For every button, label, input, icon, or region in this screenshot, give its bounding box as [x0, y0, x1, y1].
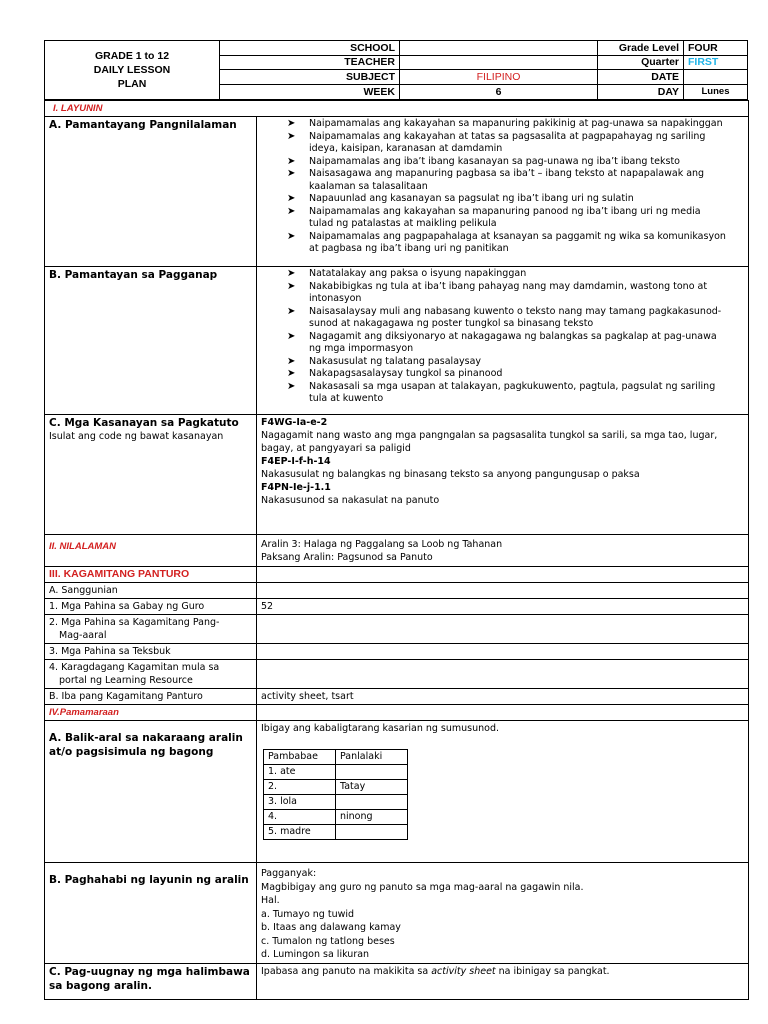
mga-kasanayan-row [45, 415, 749, 535]
list-item: ➤ Naipamamalas ang kakayahan at tatas sa pagsasalita at pagpapahayag ng sariling ideya, kaisipan, karanasan at damdamin [287, 130, 706, 154]
pag-uugnay-text-after: na ibinigay sa pangkat. [495, 965, 610, 977]
karagdagang-kagamitan-value [257, 660, 749, 689]
list-item: ➤ Nagagamit ang diksiyonaryo at nakagagawa ng balangkas sa pagkalap at pag-unawa ng mga impormasyon [287, 330, 717, 354]
karagdagang-kagamitan-label-2: portal ng Learning Resource [59, 675, 193, 686]
pamantayan-sa-pagganap-list [261, 268, 744, 406]
iba-pang-kagamitan-row [45, 689, 749, 705]
arrow-bullet-icon: ➤ [287, 380, 296, 392]
list-item: ➤ Nakapagsasalaysay tungkol sa pinanood [287, 368, 503, 379]
arrow-bullet-icon: ➤ [287, 168, 296, 179]
school-field[interactable] [400, 41, 598, 56]
balik-aral-row [45, 721, 749, 863]
list-item: ➤ Natatalakay ang paksa o isyung napakinggan [287, 268, 527, 279]
subject-label: SUBJECT [220, 70, 400, 85]
header-title-line-2: DAILY LESSON [93, 64, 171, 76]
pag-uugnay-text-before: Ipabasa ang panuto na makikita sa [261, 965, 432, 977]
competency-code-3: F4PN-Ie-j-1.1 [261, 482, 331, 493]
sanggunian-row [45, 583, 749, 599]
kagamitang-panturo-row [45, 567, 749, 583]
nilalaman-line-1: Aralin 3: Halaga ng Paggalang sa Loob ng Tahanan [261, 539, 503, 550]
arrow-bullet-icon: ➤ [287, 205, 296, 217]
arrow-bullet-icon: ➤ [287, 280, 296, 292]
table-row [264, 780, 408, 795]
section-layunin-row [45, 101, 749, 117]
list-item: ➤ Nakasasali sa mga usapan at talakayan, pagkukuwento, pagtula, pagsulat ng sariling tula at kuwento [287, 380, 716, 404]
balik-aral-title-2: at/o pagsisimula ng bagong [49, 746, 214, 758]
arrow-bullet-icon: ➤ [287, 305, 296, 317]
paghahabi-line: c. Tumalon ng tatlong beses [261, 935, 395, 947]
table-cell: Tatay [336, 780, 408, 795]
section-nilalaman-title: II. NILALAMAN [49, 541, 117, 552]
arrow-bullet-icon: ➤ [287, 268, 296, 279]
table-cell: 2. [264, 780, 336, 795]
table-row [264, 795, 408, 810]
list-item: ➤ Naipamamalas ang pagpapahalaga at ksanayan sa paggamit ng wika sa komunikasyon at pagbasa ng iba’t ibang uri ng panitikan [287, 230, 726, 254]
competency-text-1a: Nagagamit nang wasto ang mga pangngalan sa pagsasalita tungkol sa sarili, sa mga tao, lugar, [261, 430, 718, 441]
table-header-row [264, 750, 408, 765]
table-header-pambabae: Pambabae [264, 750, 336, 765]
table-header-panlalaki: Panlalaki [336, 750, 408, 765]
iba-pang-kagamitan-value: activity sheet, tsart [257, 689, 749, 705]
list-item: ➤ Naipamamalas ang iba’t ibang kasanayan sa pag-unawa ng iba’t ibang teksto [287, 155, 680, 167]
paghahabi-row [45, 863, 749, 964]
header-title-line-3: PLAN [117, 78, 147, 90]
arrow-bullet-icon: ➤ [287, 330, 296, 342]
teacher-field[interactable] [400, 56, 598, 71]
header-title-line-1: GRADE 1 to 12 [94, 50, 170, 62]
mga-kasanayan-subtitle: Isulat ang code ng bawat kasanayan [49, 431, 224, 442]
table-cell: 1. ate [264, 765, 336, 780]
sanggunian-label: A. Sanggunian [49, 585, 118, 596]
arrow-bullet-icon: ➤ [287, 368, 296, 379]
pamantayang-pangnilalaman-list [261, 118, 744, 256]
grade-level-value[interactable]: FOUR [684, 41, 747, 56]
teacher-label: TEACHER [220, 56, 400, 71]
arrow-bullet-icon: ➤ [287, 130, 296, 142]
pag-uugnay-row [45, 963, 749, 999]
table-cell [336, 765, 408, 780]
section-layunin-title: I. LAYUNIN [53, 103, 103, 114]
table-row [264, 765, 408, 780]
balik-aral-title-1: A. Balik-aral sa nakaraang aralin [49, 732, 243, 744]
paghahabi-title: B. Paghahabi ng layunin ng aralin [49, 874, 249, 886]
list-item: ➤ Naipamamalas ang kakayahan sa mapanuring pakikinig at pag-unawa sa napakinggan [287, 118, 723, 129]
pamantayang-pangnilalaman-row [45, 117, 749, 267]
kagamitang-pang-mag-aaral-value [257, 615, 749, 644]
date-field[interactable] [684, 70, 747, 85]
pamantayang-pangnilalaman-title: A. Pamantayang Pangnilalaman [49, 119, 237, 131]
table-cell [336, 795, 408, 810]
day-value[interactable]: Lunes [701, 86, 730, 98]
list-item: ➤ Naisasalaysay muli ang nabasang kuwento o teksto nang may tamang pagkakasunod- sunod at nakagagawa ng poster tungkol sa binasang teksto [287, 305, 722, 329]
week-label: WEEK [220, 85, 400, 100]
gabay-ng-guro-row [45, 599, 749, 615]
header-info-grid [220, 41, 747, 99]
list-item: ➤ Naipamamalas ang kakayahan sa mapanuring panood ng iba’t ibang uri ng media tulad ng patalastas at maikling pelikula [287, 205, 701, 229]
header-title-block [45, 41, 220, 99]
list-item: ➤ Naisasagawa ang mapanuring pagbasa sa iba’t – ibang teksto at napapalawak ang kaalaman sa talasalitaan [287, 168, 705, 192]
section-pamamaraan-title: IV.Pamamaraan [49, 707, 119, 718]
iba-pang-kagamitan-label: B. Iba pang Kagamitang Panturo [49, 691, 203, 702]
pamantayan-sa-pagganap-title: B. Pamantayan sa Pagganap [49, 269, 218, 281]
paghahabi-line: b. Itaas ang dalawang kamay [261, 922, 401, 933]
mga-kasanayan-title: C. Mga Kasanayan sa Pagkatuto [49, 417, 239, 429]
pag-uugnay-text-italic: activity sheet [431, 965, 496, 977]
paghahabi-line: a. Tumayo ng tuwid [261, 908, 355, 920]
list-item: ➤ Nakasusulat ng talatang pasalaysay [287, 355, 482, 367]
date-label: DATE [598, 70, 684, 85]
grade-level-label: Grade Level [598, 41, 684, 56]
paghahabi-line: d. Lumingon sa likuran [261, 949, 370, 960]
lesson-plan-page [44, 40, 748, 1000]
pamamaraan-row [45, 705, 749, 721]
arrow-bullet-icon: ➤ [287, 118, 296, 129]
table-cell [336, 825, 408, 840]
table-cell: ninong [336, 810, 408, 825]
lesson-plan-header [44, 40, 748, 100]
table-row [264, 825, 408, 840]
pag-uugnay-title-1: C. Pag-uugnay ng mga halimbawa [49, 965, 250, 978]
nilalaman-line-2: Paksang Aralin: Pagsunod sa Panuto [261, 552, 433, 563]
teksbuk-label: 3. Mga Pahina sa Teksbuk [49, 646, 171, 657]
list-item: ➤ Napauunlad ang kasanayan sa pagsulat ng iba’t ibang uri ng sulatin [287, 193, 634, 204]
arrow-bullet-icon: ➤ [287, 230, 296, 242]
paghahabi-line: Hal. [261, 895, 280, 906]
kagamitang-pang-mag-aaral-row [45, 615, 749, 644]
balik-aral-instruction: Ibigay ang kabaligtarang kasarian ng sumusunod. [261, 723, 500, 734]
kasarian-table [263, 749, 408, 840]
lesson-plan-table [44, 100, 749, 1000]
kagamitang-pang-mag-aaral-label-2: Mag-aaral [59, 630, 107, 641]
arrow-bullet-icon: ➤ [287, 155, 296, 167]
gabay-ng-guro-value: 52 [257, 599, 749, 615]
school-label: SCHOOL [220, 41, 400, 56]
sanggunian-value [257, 583, 749, 599]
competency-text-3: Nakasusunod sa nakasulat na panuto [261, 495, 440, 506]
paghahabi-line: Magbibigay ang guro ng panuto sa mga mag-aaral na gagawin nila. [261, 881, 584, 893]
table-row [264, 810, 408, 825]
arrow-bullet-icon: ➤ [287, 355, 296, 367]
nilalaman-row [45, 535, 749, 567]
teksbuk-value [257, 644, 749, 660]
paghahabi-line: Pagganyak: [261, 868, 317, 879]
quarter-label: Quarter [598, 56, 684, 71]
pag-uugnay-title-2: sa bagong aralin. [49, 979, 152, 992]
quarter-value[interactable]: FIRST [684, 56, 747, 71]
competency-code-1: F4WG-Ia-e-2 [261, 417, 328, 428]
karagdagang-kagamitan-label: 4. Karagdagang Kagamitan mula sa [49, 662, 220, 673]
competency-text-1b: bagay, at pangyayari sa paligid [261, 443, 411, 454]
section-kagamitang-title: III. KAGAMITANG PANTURO [49, 568, 190, 580]
arrow-bullet-icon: ➤ [287, 193, 296, 204]
gabay-ng-guro-label: 1. Mga Pahina sa Gabay ng Guro [49, 601, 205, 612]
teksbuk-row [45, 644, 749, 660]
kagamitang-pang-mag-aaral-label: 2. Mga Pahina sa Kagamitang Pang- [49, 617, 220, 628]
table-cell: 3. lola [264, 795, 336, 810]
table-cell: 4. [264, 810, 336, 825]
competency-text-2: Nakasusulat ng balangkas ng binasang teksto sa anyong pangungusap o paksa [261, 469, 640, 480]
pamantayan-sa-pagganap-row [45, 267, 749, 415]
day-label: DAY [598, 85, 684, 100]
table-cell: 5. madre [264, 825, 336, 840]
subject-value[interactable]: FILIPINO [400, 70, 598, 85]
competency-code-2: F4EP-I-f-h-14 [261, 456, 331, 467]
week-value[interactable]: 6 [400, 85, 598, 100]
karagdagang-kagamitan-row [45, 660, 749, 689]
list-item: ➤ Nakabibigkas ng tula at iba’t ibang pahayag nang may damdamin, wastong tono at intonasyon [287, 280, 708, 304]
